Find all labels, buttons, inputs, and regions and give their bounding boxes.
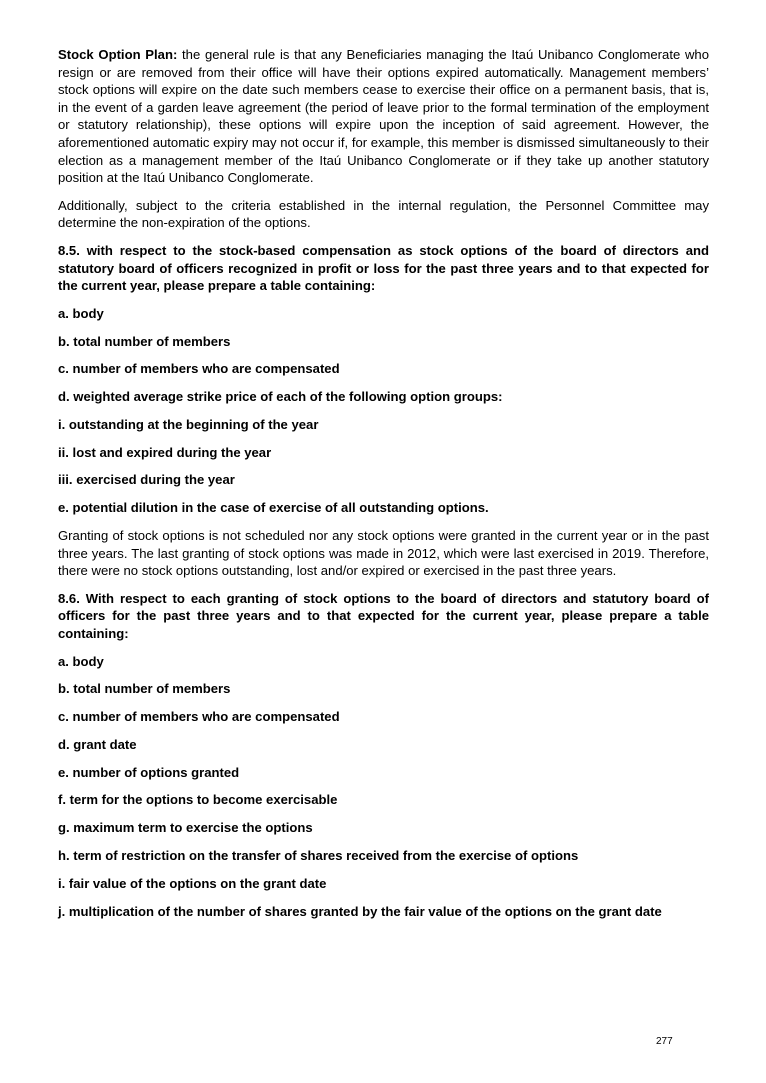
section-8-6-item-g: g. maximum term to exercise the options bbox=[58, 820, 313, 836]
stock-option-plan-paragraph bbox=[58, 46, 709, 187]
section-8-5-item-c: c. number of members who are compensated bbox=[58, 361, 340, 377]
section-8-6-item-e: e. number of options granted bbox=[58, 764, 240, 780]
section-8-5-item-b: b. total number of members bbox=[58, 333, 231, 349]
section-8-5-item-a: a. body bbox=[58, 305, 104, 321]
section-8-6-heading: 8.6. With respect to each granting of stock options to the board of directors and statutory board of officers for the past three years and to that expected for the current year, please prepare a table containing: bbox=[58, 590, 709, 641]
section-8-6-item-d: d. grant date bbox=[58, 736, 137, 752]
page-number: 277 bbox=[656, 1036, 673, 1047]
section-8-6-item-j: j. multiplication of the number of shares granted by the fair value of the options on the grant date bbox=[58, 903, 662, 919]
section-8-5-item-i: i. outstanding at the beginning of the year bbox=[58, 416, 319, 432]
stock-option-plan-body: the general rule is that any Beneficiaries managing the Itaú Unibanco Conglomerate who resign or are removed from their office will have their options expired automatically. Management members’ stock options will expire on the date such members cease to exercise their office on a permanent basis, that is, in the event of a garden leave agreement (the period of leave prior to the formal termination of the employment or statutory relationship), these options will expire upon the inception of said agreement. However, the aforementioned automatic expiry may not occur if, for example, this member is dismissed simultaneously to their election as a management member of the Itaú Unibanco Conglomerate or if they take up another statutory position at the Itaú Unibanco Conglomerate. bbox=[58, 47, 709, 186]
section-8-5-item-e: e. potential dilution in the case of exercise of all outstanding options. bbox=[58, 500, 489, 516]
section-8-5-item-d: d. weighted average strike price of each of the following option groups: bbox=[58, 389, 503, 405]
section-8-6-item-f: f. term for the options to become exercisable bbox=[58, 792, 338, 808]
section-8-5-note: Granting of stock options is not scheduled nor any stock options were granted in the current year or in the past three years. The last granting of stock options was made in 2012, which were last exercised in 2019. Therefore, there were no stock options outstanding, lost and/or expired or exercised in the past three years. bbox=[58, 527, 709, 579]
section-8-5-heading: 8.5. with respect to the stock-based compensation as stock options of the board of directors and statutory board of officers recognized in profit or loss for the past three years and to that expected for the current year, please prepare a table containing: bbox=[58, 242, 709, 294]
section-8-6-item-b: b. total number of members bbox=[58, 681, 231, 697]
section-8-6-item-h: h. term of restriction on the transfer of shares received from the exercise of options bbox=[58, 848, 579, 863]
section-8-6-item-a: a. body bbox=[58, 653, 104, 669]
section-8-5-item-iii: iii. exercised during the year bbox=[58, 472, 235, 488]
document-page bbox=[58, 46, 709, 930]
section-8-6-item-i: i. fair value of the options on the grant date bbox=[58, 875, 327, 891]
additional-paragraph: Additionally, subject to the criteria established in the internal regulation, the Personnel Committee may determine the non-expiration of the options. bbox=[58, 197, 709, 231]
section-8-5-item-ii: ii. lost and expired during the year bbox=[58, 444, 272, 460]
section-8-6-item-c: c. number of members who are compensated bbox=[58, 709, 340, 725]
stock-option-plan-lead: Stock Option Plan: bbox=[58, 47, 178, 62]
